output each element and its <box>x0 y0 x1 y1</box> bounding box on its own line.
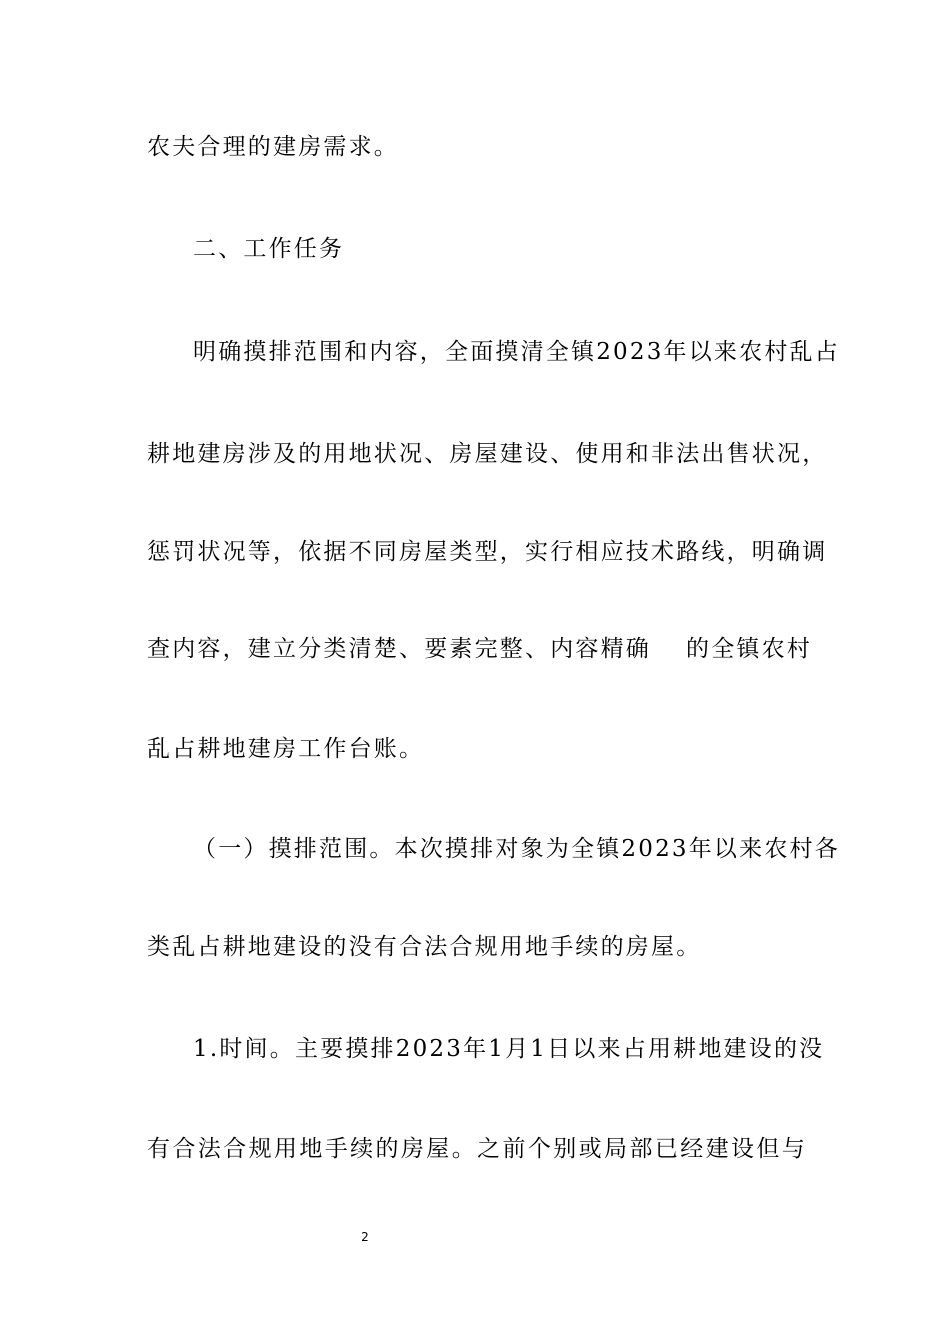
time-item-line-2: 有合法合规用地手续的房屋。之前个别或局部已经建设但与 <box>147 1136 807 1162</box>
paragraph-line-6-part-2: 的全镇农村 <box>686 636 812 662</box>
paragraph-line-5: 惩罚状况等，依据不同房屋类型，实行相应技术路线，明确调 <box>147 539 828 565</box>
time-item-line-1: 1.时间。主要摸排2023年1月1日以来占用耕地建设的没 <box>193 1036 825 1062</box>
paragraph-line-1: 农夫合理的建房需求。 <box>147 134 399 160</box>
paragraph-line-4: 耕地建房涉及的用地状况、房屋建设、使用和非法出售状况， <box>147 441 828 467</box>
paragraph-line-3: 明确摸排范围和内容，全面摸清全镇2023年以来农村乱占 <box>193 339 840 365</box>
subsection-scope-line-2: 类乱占耕地建设的没有合法合规用地手续的房屋。 <box>147 934 702 960</box>
paragraph-line-7: 乱占耕地建房工作台账。 <box>147 736 425 762</box>
subsection-scope-line-1: （一）摸排范围。本次摸排对象为全镇2023年以来农村各 <box>193 836 840 862</box>
page-number: 2 <box>361 1230 369 1244</box>
paragraph-line-6-part-1: 查内容，建立分类清楚、要素完整、内容精确 <box>147 636 651 662</box>
section-heading-work-tasks: 二、工作任务 <box>193 236 345 262</box>
